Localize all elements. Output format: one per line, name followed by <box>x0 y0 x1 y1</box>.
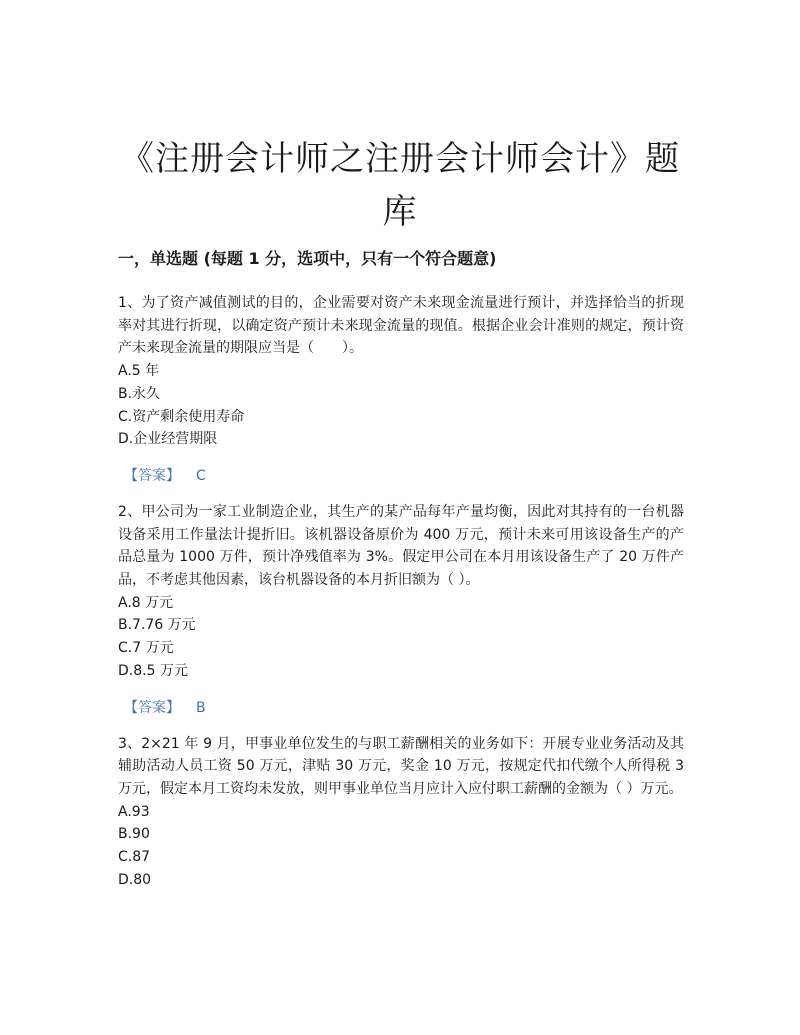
question-item <box>118 501 684 719</box>
option-b: B.90 <box>118 826 150 843</box>
option-a: A.5 年 <box>118 363 160 380</box>
option-d: D.企业经营期限 <box>118 431 218 448</box>
option-d: D.80 <box>118 871 152 888</box>
question-stem: 3、2×21 年 9 月，甲事业单位发生的与职工薪酬相关的业务如下：开展专业业务活动及其辅助活动人员工资 50 万元，津贴 30 万元，奖金 10 万元，按规定代扣代缴个人所得税 3 万元，假定本月工资均未发放，则甲事业单位当月应计入应付职工薪酬的金额为（ ）万元。 <box>118 735 684 797</box>
option-b: B.永久 <box>118 385 161 402</box>
question-item <box>118 292 684 487</box>
option-d: D.8.5 万元 <box>118 662 188 679</box>
option-b: B.7.76 万元 <box>118 617 196 634</box>
answer-label: 【答案】 <box>124 699 180 716</box>
question-item <box>118 733 684 892</box>
answer-value: C <box>196 467 206 484</box>
section-heading: 一，单选题 (每题 1 分，选项中，只有一个符合题意) <box>118 249 497 268</box>
answer-value: B <box>196 699 206 716</box>
page-title: 《注册会计师之注册会计师会计》题库 <box>120 138 680 232</box>
option-c: C.资产剩余使用寿命 <box>118 408 245 425</box>
question-list <box>118 292 684 903</box>
question-stem: 2、甲公司为一家工业制造企业，其生产的某产品每年产量均衡，因此对其持有的一台机器设备采用工作量法计提折旧。该机器设备原价为 400 万元，预计未来可用该设备生产的产品总量为 1000 万件，预计净残值率为 3%。假定甲公司在本月用该设备生产了 20 万件产品，不考虑其他因素，该台机器设备的本月折旧额为（ ）。 <box>118 503 684 589</box>
answer-label: 【答案】 <box>124 467 180 484</box>
option-a: A.8 万元 <box>118 594 174 611</box>
option-c: C.87 <box>118 849 151 866</box>
question-stem: 1、为了资产减值测试的目的，企业需要对资产未来现金流量进行预计，并选择恰当的折现率对其进行折现，以确定资产预计未来现金流量的现值。根据企业会计准则的规定，预计资产未来现金流量的期限应当是（ ）。 <box>118 295 684 357</box>
answer-line <box>118 465 684 487</box>
option-c: C.7 万元 <box>118 640 174 657</box>
answer-line <box>118 697 684 719</box>
option-a: A.93 <box>118 803 150 820</box>
